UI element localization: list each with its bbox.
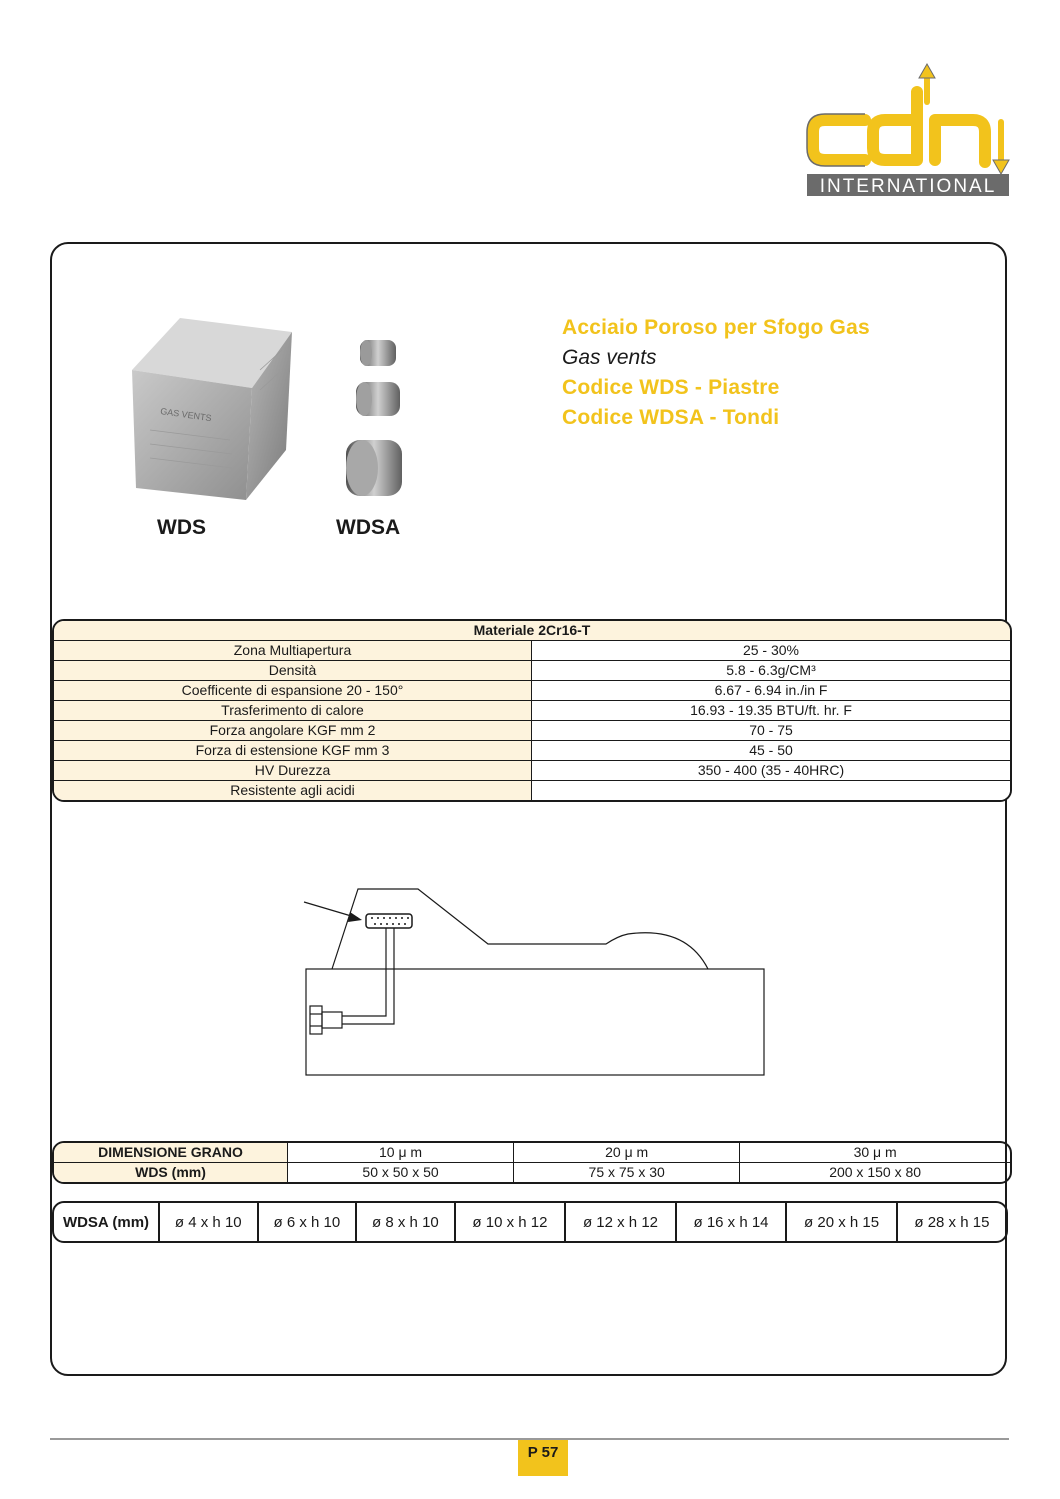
property-label: Forza angolare KGF mm 2 (54, 721, 532, 741)
table-row (54, 781, 1010, 801)
property-label: Resistente agli acidi (54, 781, 532, 801)
wds-size-label: WDS (mm) (54, 1163, 288, 1183)
wdsa-size-cell: ø 12 x h 12 (565, 1203, 676, 1241)
table-row (54, 721, 1010, 741)
property-value: 25 - 30% (532, 641, 1011, 661)
cdn-logo-graphic (805, 62, 1011, 198)
property-value: 16.93 - 19.35 BTU/ft. hr. F (532, 701, 1011, 721)
mould-vent-diagram (296, 880, 770, 1080)
grain-size-cell: 30 μ m (740, 1143, 1010, 1163)
property-value (532, 781, 1011, 801)
property-value: 70 - 75 (532, 721, 1011, 741)
table-row (54, 741, 1010, 761)
property-value: 6.67 - 6.94 in./in F (532, 681, 1011, 701)
property-value: 350 - 400 (35 - 40HRC) (532, 761, 1011, 781)
heading-title-it: Acciaio Poroso per Sfogo Gas (562, 316, 870, 339)
grain-size-label: DIMENSIONE GRANO (54, 1143, 288, 1163)
property-label: Trasferimento di calore (54, 701, 532, 721)
cube-engraving: GAS VENTS (159, 406, 213, 424)
property-value: 45 - 50 (532, 741, 1011, 761)
wdsa-cylinders-image (340, 330, 410, 515)
page-number: P 57 (518, 1440, 568, 1476)
wdsa-size-cell: ø 6 x h 10 (258, 1203, 357, 1241)
table-row (54, 761, 1010, 781)
table-row (54, 661, 1010, 681)
heading-code-wds: Codice WDS - Piastre (562, 376, 780, 399)
product-heading (562, 313, 870, 433)
property-label: Zona Multiapertura (54, 641, 532, 661)
wdsa-size-cell: ø 20 x h 15 (786, 1203, 897, 1241)
wds-size-cell: 200 x 150 x 80 (740, 1163, 1010, 1183)
wdsa-size-cell: ø 28 x h 15 (897, 1203, 1006, 1241)
property-label: Coefficente di espansione 20 - 150° (54, 681, 532, 701)
wdsa-size-cell: ø 16 x h 14 (676, 1203, 787, 1241)
wdsa-size-cell: ø 8 x h 10 (356, 1203, 455, 1241)
material-table-title: Materiale 2Cr16-T (54, 621, 1010, 641)
grain-size-cell: 20 μ m (514, 1143, 740, 1163)
wds-cube-image (120, 310, 300, 510)
logo-subtitle: INTERNATIONAL (819, 176, 997, 197)
wds-caption: WDS (157, 516, 206, 539)
table-row (54, 1163, 1010, 1183)
property-label: HV Durezza (54, 761, 532, 781)
wdsa-size-table (52, 1201, 1008, 1243)
grain-size-cell: 10 μ m (288, 1143, 514, 1163)
heading-title-en: Gas vents (562, 346, 657, 369)
table-row (54, 701, 1010, 721)
cdn-logo (805, 62, 1011, 198)
heading-code-wdsa: Codice WDSA - Tondi (562, 406, 780, 429)
table-row (54, 641, 1010, 661)
wdsa-caption: WDSA (336, 516, 401, 539)
wdsa-size-label: WDSA (mm) (62, 1213, 150, 1231)
material-table (52, 619, 1012, 802)
property-label: Forza di estensione KGF mm 3 (54, 741, 532, 761)
wds-size-cell: 75 x 75 x 30 (514, 1163, 740, 1183)
wds-size-cell: 50 x 50 x 50 (288, 1163, 514, 1183)
table-row (54, 1143, 1010, 1163)
property-value: 5.8 - 6.3g/CM³ (532, 661, 1011, 681)
table-row (54, 681, 1010, 701)
grain-dimension-table (52, 1141, 1012, 1184)
table-row (54, 1203, 1006, 1241)
property-label: Densità (54, 661, 532, 681)
wdsa-size-cell: ø 4 x h 10 (159, 1203, 258, 1241)
wdsa-size-cell: ø 10 x h 12 (455, 1203, 566, 1241)
